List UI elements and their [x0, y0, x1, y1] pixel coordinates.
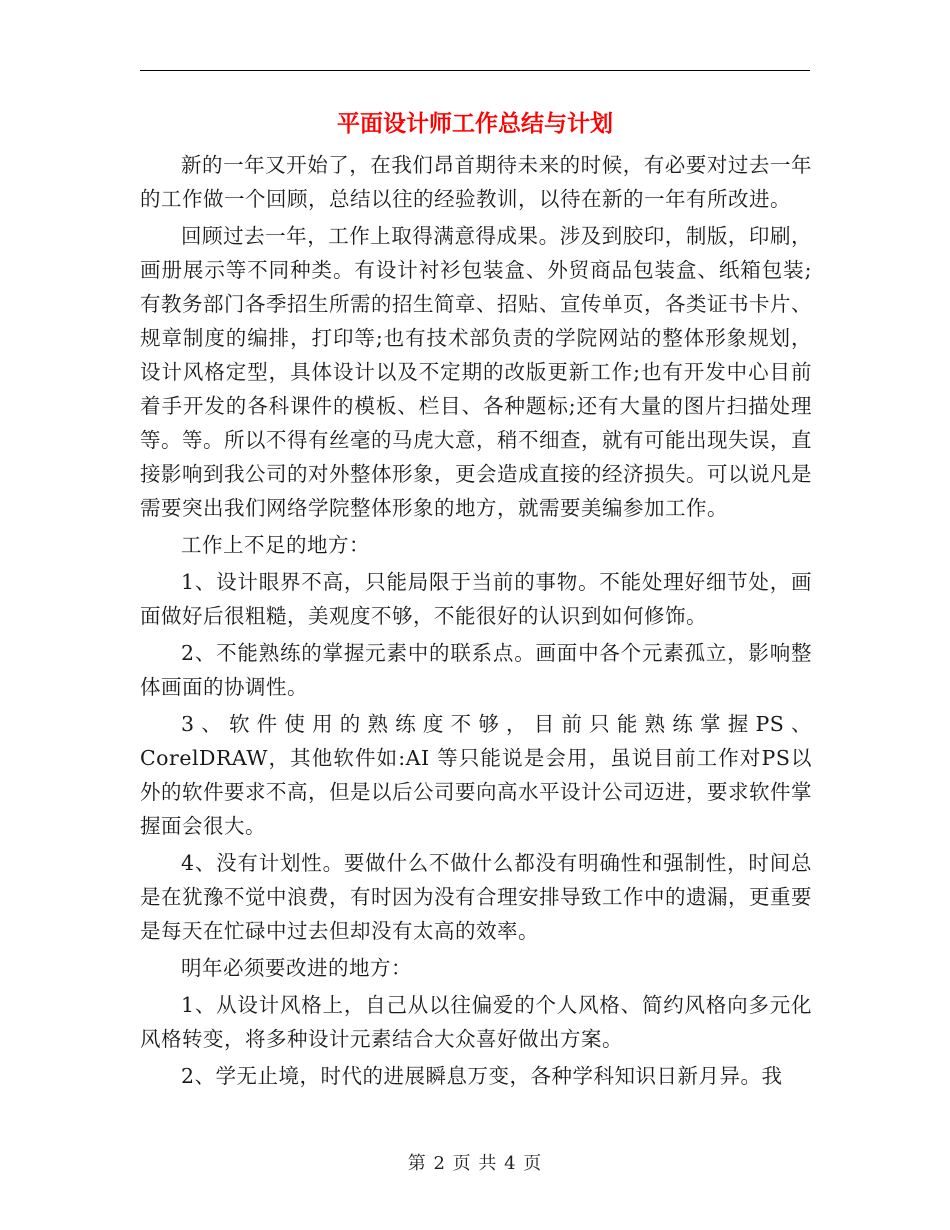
- header-rule: [140, 70, 810, 71]
- shortcoming-item-2: 2、不能熟练的掌握元素中的联系点。画面中各个元素孤立，影响整体画面的协调性。: [140, 641, 812, 699]
- shortcoming-item-1: 1、设计眼界不高，只能局限于当前的事物。不能处理好细节处，画面做好后很粗糙，美观度不够，不能很好的认识到如何修饰。: [140, 570, 812, 628]
- heading-shortcomings: 工作上不足的地方：: [181, 533, 370, 557]
- shortcoming-item-3: 3、软件使用的熟练度不够，目前只能熟练掌握PS、CorelDRAW，其他软件如:AI 等只能说是会用，虽说目前工作对PS以外的软件要求不高，但是以后公司要向高水平设计公司迈进，要求软件掌握面会很大。: [140, 712, 812, 838]
- improvement-item-1: 1、从设计风格上，自己从以往偏爱的个人风格、简约风格向多元化风格转变，将多种设计元素结合大众喜好做出方案。: [140, 993, 812, 1051]
- document-title: 平面设计师工作总结与计划: [337, 110, 613, 137]
- paragraph-review: 回顾过去一年，工作上取得满意得成果。涉及到胶印，制版，印刷，画册展示等不同种类。有设计衬衫包装盒、外贸商品包装盒、纸箱包装;有教务部门各季招生所需的招生简章、招贴、宣传单页，各类证书卡片、规章制度的编排，打印等;也有技术部负责的学院网站的整体形象规划，设计风格定型，具体设计以及不定期的改版更新工作;也有开发中心目前着手开发的各科课件的模板、栏目、各种题标;还有大量的图片扫描处理等。等。所以不得有丝毫的马虎大意，稍不细查，就有可能出现失误，直接影响到我公司的对外整体形象，更会造成直接的经济损失。可以说凡是需要突出我们网络学院整体形象的地方，就需要美编参加工作。: [140, 224, 812, 520]
- shortcoming-item-4: 4、没有计划性。要做什么不做什么都没有明确性和强制性，时间总是在犹豫不觉中浪费，有时因为没有合理安排导致工作中的遗漏，更重要是每天在忙碌中过去但却没有太高的效率。: [140, 851, 812, 943]
- document-body: [140, 148, 812, 1096]
- improvement-item-2: 2、学无止境，时代的进展瞬息万变，各种学科知识日新月异。我: [181, 1064, 783, 1088]
- paragraph-intro: 新的一年又开始了，在我们昂首期待未来的时候，有必要对过去一年的工作做一个回顾，总结以往的经验教训，以待在新的一年有所改进。: [140, 153, 812, 211]
- page-footer: 第 2 页 共 4 页: [407, 1153, 543, 1174]
- heading-improvements: 明年必须要改进的地方：: [181, 956, 412, 980]
